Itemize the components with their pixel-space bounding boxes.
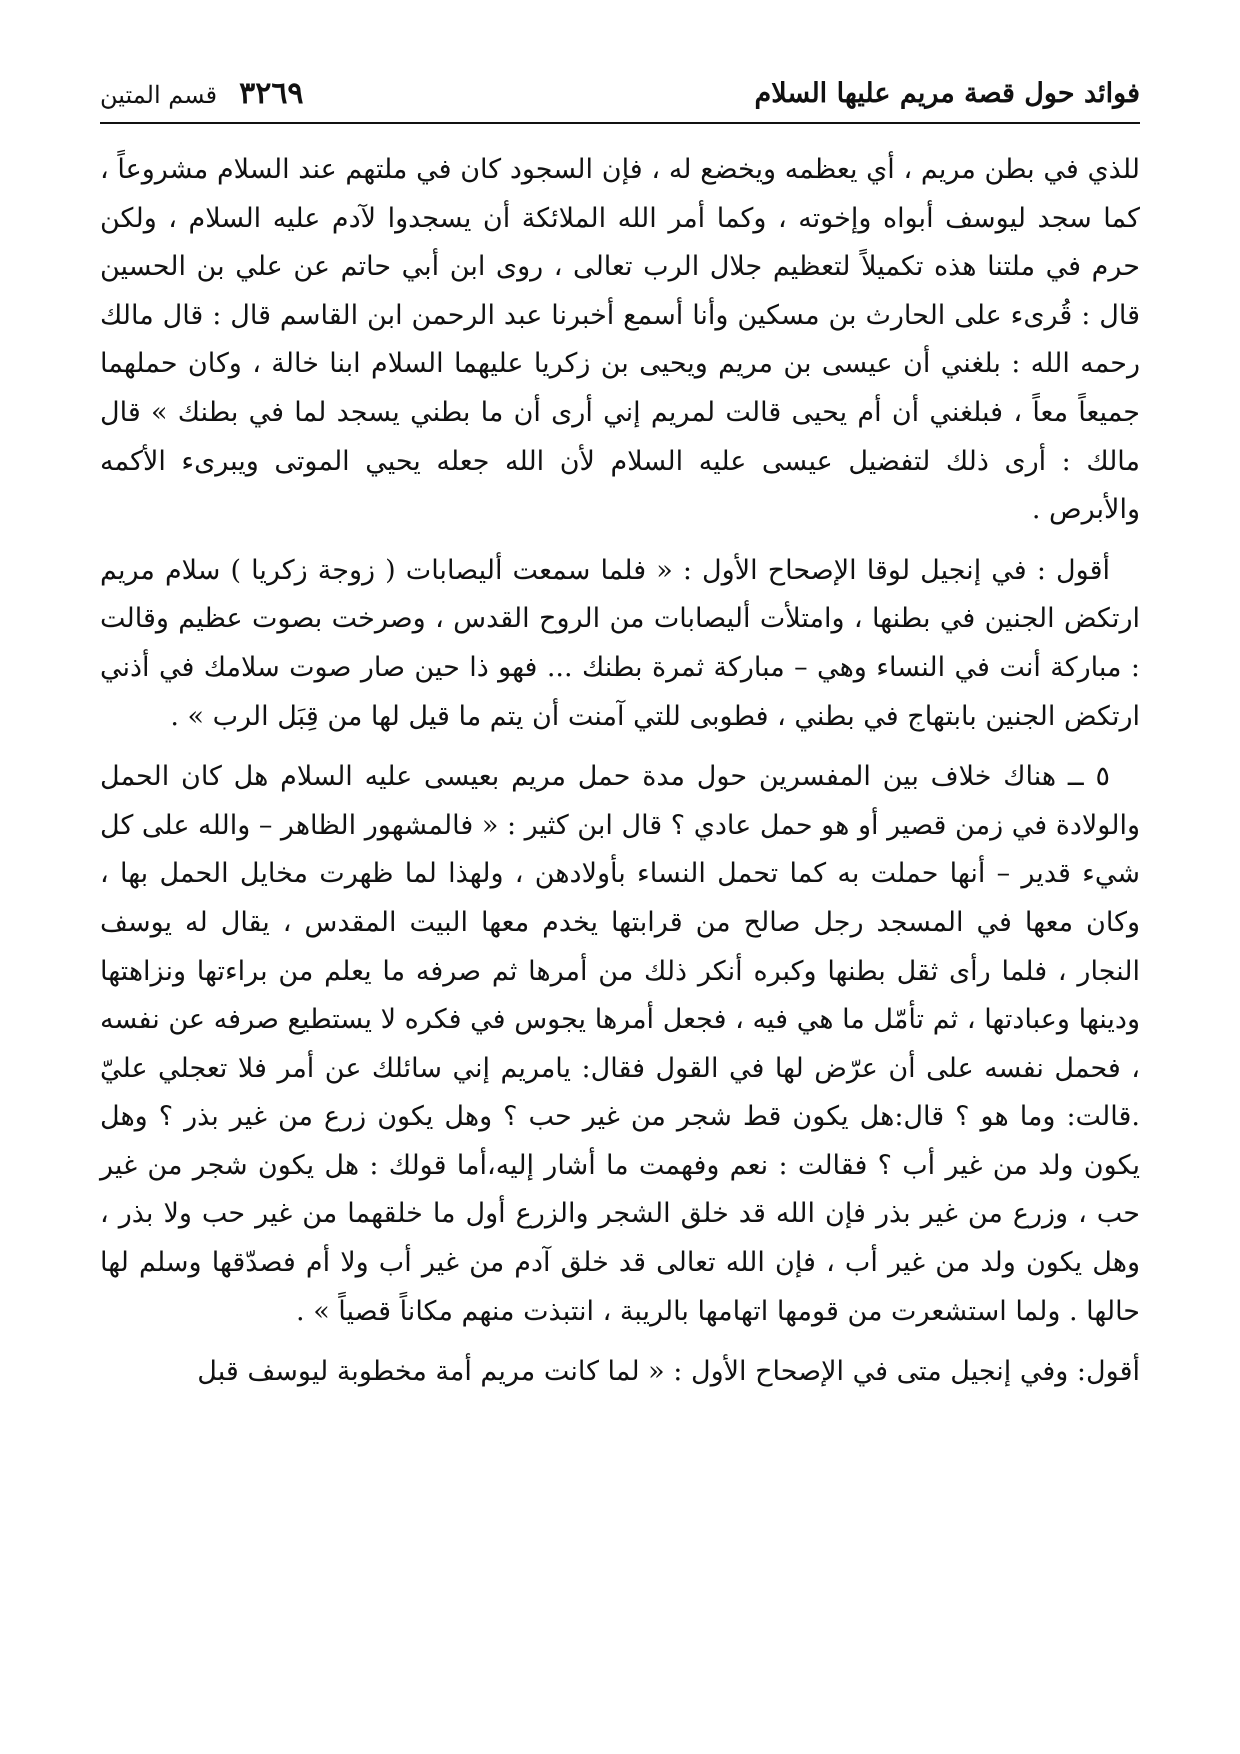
document-page [100,70,1140,1710]
body-text [100,146,1140,1397]
paragraph-4: أقول: وفي إنجيل متى في الإصحاح الأول : « لما كانت مريم أمة مخطوبة ليوسف قبل [197,1356,1140,1388]
running-header [100,70,1140,124]
page-number: ٣٢٦٩ [239,76,304,111]
header-title: فوائد حول قصة مريم عليها السلام [754,78,1140,109]
paragraph-1: للذي في بطن مريم ، أي يعظمه ويخضع له ، فإن السجود كان في ملتهم عند السلام مشروعاً ، كما سجد ليوسف أبواه وإخوته ، وكما أمر الله الملائكة أن يسجدوا لآدم عليه السلام ، ولكن حرم في ملتنا هذه تكميلاً لتعظيم جلال الرب تعالى ، روى ابن أبي حاتم عن علي بن الحسين قال : قُرىء على الحارث بن مسكين وأنا أسمع أخبرنا عبد الرحمن ابن القاسم قال : قال مالك رحمه الله : بلغني أن عيسى بن مريم ويحيى بن زكريا عليهما السلام ابنا خالة ، وكان حملهما جميعاً معاً ، فبلغني أن أم يحيى قالت لمريم إني أرى أن ما بطني يسجد لما في بطنك » قال مالك : أرى ذلك لتفضيل عيسى عليه السلام لأن الله جعله يحيي الموتى ويبرىء الأكمه والأبرص . [100,154,1140,526]
paragraph-3: ٥ ــ هناك خلاف بين المفسرين حول مدة حمل مريم بعيسى عليه السلام هل كان الحمل والولادة في زمن قصير أو هو حمل عادي ؟ قال ابن كثير : « فالمشهور الظاهر – والله على كل شيء قدير – أنها حملت به كما تحمل النساء بأولادهن ، ولهذا لما ظهرت مخايل الحمل بها ، وكان معها في المسجد رجل صالح من قرابتها يخدم معها البيت المقدس ، يقال له يوسف النجار ، فلما رأى ثقل بطنها وكبره أنكر ذلك من أمرها ثم صرفه ما يعلم من براءتها ونزاهتها ودينها وعبادتها ، ثم تأمّل ما هي فيه ، فجعل أمرها يجوس في فكره لا يستطيع صرفه عن نفسه ، فحمل نفسه على أن عرّض لها في القول فقال: يامريم إني سائلك عن أمر فلا تعجلي عليّ .قالت: وما هو ؟ قال:هل يكون قط شجر من غير حب ؟ وهل يكون زرع من غير بذر ؟ وهل يكون ولد من غير أب ؟ فقالت : نعم وفهمت ما أشار إليه،أما قولك : هل يكون شجر من غير حب ، وزرع من غير بذر فإن الله قد خلق الشجر والزرع أول ما خلقهما من غير حب ولا بذر ، وهل يكون ولد من غير أب ، فإن الله تعالى قد خلق آدم من غير أب ولا أم فصدّقها وسلم لها حالها . ولما استشعرت من قومها اتهامها بالريبة ، انتبذت منهم مكاناً قصياً » . [100,761,1140,1327]
header-left-group [100,76,304,111]
header-section-name: قسم المتين [100,81,218,109]
paragraph-2: أقول : في إنجيل لوقا الإصحاح الأول : « فلما سمعت أليصابات ( زوجة زكريا ) سلام مريم ارتكض الجنين في بطنها ، وامتلأت أليصابات من الروح القدس ، وصرخت بصوت عظيم وقالت : مباركة أنت في النساء وهي – مباركة ثمرة بطنك ... فهو ذا حين صار صوت سلامك في أذني ارتكض الجنين بابتهاج في بطني ، فطوبى للتي آمنت أن يتم ما قيل لها من قِبَل الرب » . [100,554,1140,732]
